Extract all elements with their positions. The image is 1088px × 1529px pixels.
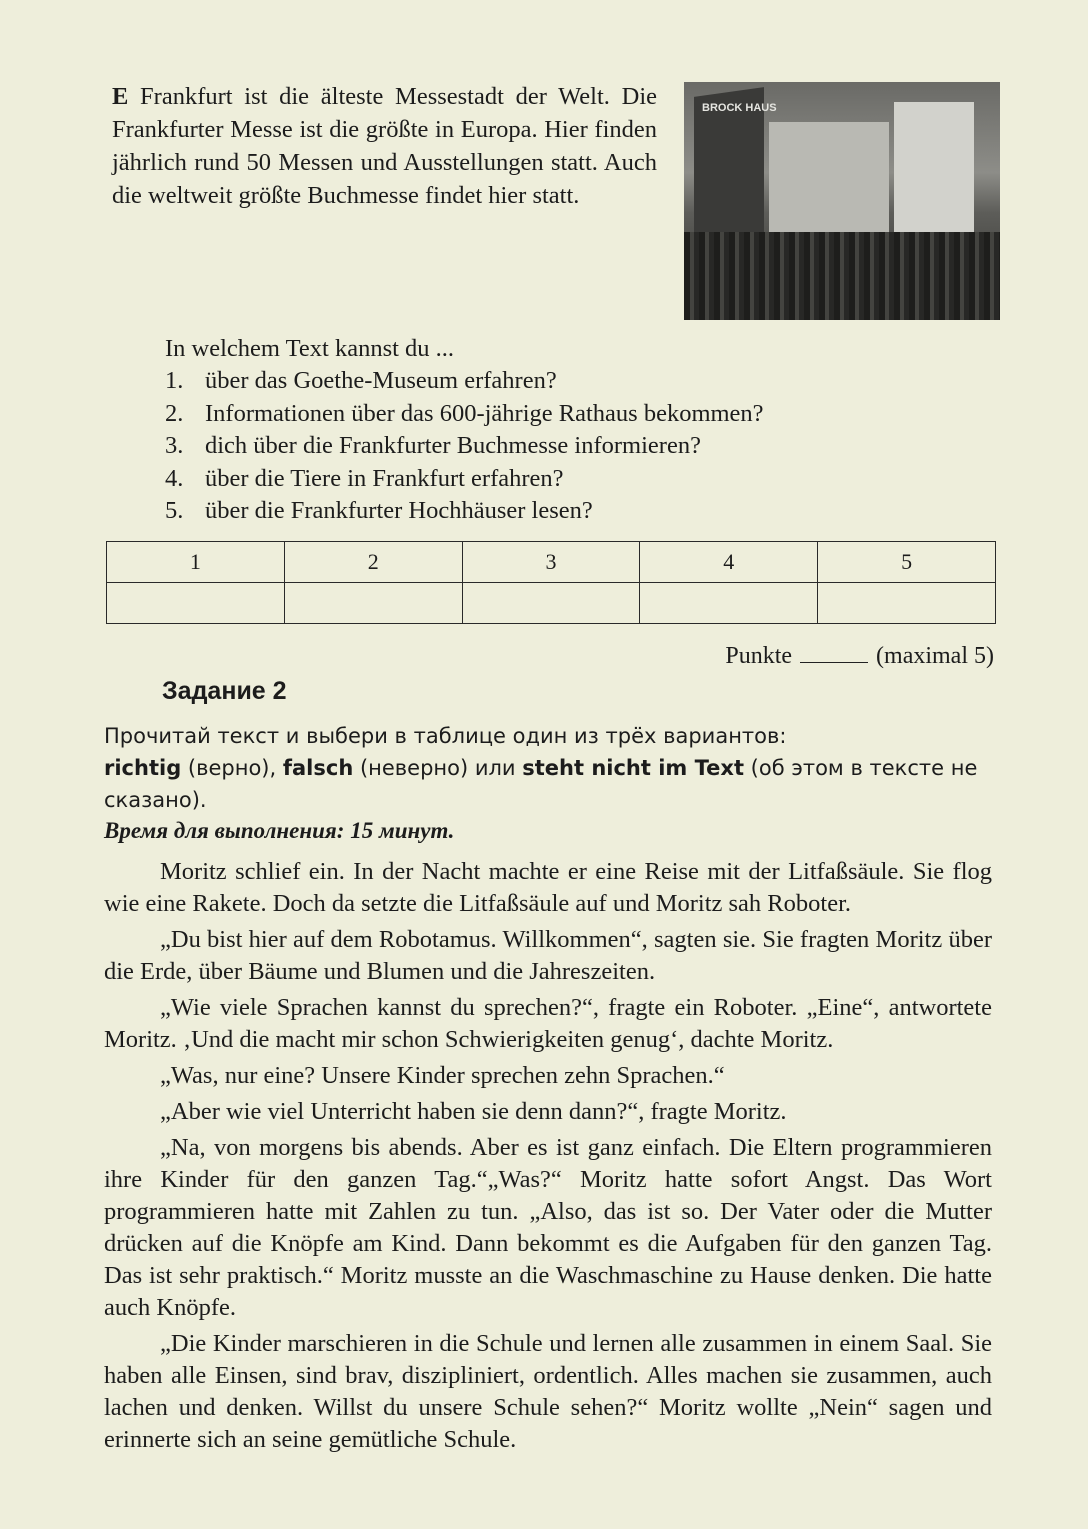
points-max: (maximal 5) bbox=[876, 643, 994, 669]
answer-table-input-row bbox=[107, 583, 996, 624]
photo-sign: BROCK HAUS bbox=[702, 102, 777, 114]
question-item: 1. über das Goethe-Museum erfahren? bbox=[165, 367, 557, 394]
points-line bbox=[725, 641, 994, 671]
task-instruction: Прочитай текст и выбери в таблице один из трёх вариантов: richtig (верно), falsch (неверно) или steht nicht im Text (об этом в тексте не сказано). bbox=[104, 724, 978, 812]
story-paragraph: „Na, von morgens bis abends. Aber es ist ganz einfach. Die Eltern programmieren ihre Kinder für den ganzen Tag.“„Was?“ Moritz hatte sofort Angst. Das Wort programmieren hatte mit Zahlen zu tun. „Also, das ist so. Der Vater oder die Mutter drücken auf die Knöpfe am Kind. Dann bekommt es die Aufgaben für den ganzen Tag. Das ist sehr praktisch.“ Moritz musste an die Waschmaschine zu Hause denken. Die hatte auch Knöpfe. bbox=[104, 1134, 992, 1321]
story-paragraph: „Aber wie viel Unterricht haben sie denn dann?“, fragte Moritz. bbox=[160, 1098, 787, 1125]
question-intro: In welchem Text kannst du ... bbox=[165, 335, 455, 362]
option-richtig: richtig bbox=[104, 756, 182, 780]
question-item: 3. dich über die Frankfurter Buchmesse informieren? bbox=[165, 432, 701, 459]
frankfurt-messe-photo bbox=[684, 82, 1000, 320]
time-limit: Время для выполнения: 15 минут. bbox=[104, 818, 455, 843]
story-paragraph: „Was, nur eine? Unsere Kinder sprechen zehn Sprachen.“ bbox=[160, 1062, 725, 1089]
question-item: 4. über die Tiere in Frankfurt erfahren? bbox=[165, 464, 564, 492]
answer-header-cell: 2 bbox=[284, 542, 462, 583]
task-heading: Задание 2 bbox=[162, 677, 287, 705]
text-e-paragraph bbox=[112, 80, 657, 212]
points-label: Punkte bbox=[725, 643, 793, 669]
answer-table bbox=[106, 541, 996, 624]
answer-cell[interactable] bbox=[818, 583, 996, 624]
answer-cell[interactable] bbox=[284, 583, 462, 624]
option-falsch: falsch bbox=[282, 756, 354, 780]
answer-cell[interactable] bbox=[462, 583, 640, 624]
question-item: 5. über die Frankfurter Hochhäuser lesen? bbox=[165, 497, 593, 524]
answer-header-cell: 1 bbox=[107, 542, 285, 583]
question-item: 2. Informationen über das 600-jährige Rathaus bekommen? bbox=[165, 399, 764, 427]
answer-cell[interactable] bbox=[107, 583, 285, 624]
story-text bbox=[104, 856, 992, 1460]
question-list bbox=[165, 365, 764, 528]
photo-crowd bbox=[684, 232, 1000, 320]
story-paragraph: „Die Kinder marschieren in die Schule und lernen alle zusammen in einem Saal. Sie haben alle Einsen, sind brav, diszipliniert, ordentlich. Alles machen sie zusammen, auch lachen und denken. Willst du unsere Schule sehen?“ Moritz wollte „Nein“ sagen und erinnerte sich an seine gemütliche Schule. bbox=[104, 1330, 992, 1453]
story-paragraph: „Du bist hier auf dem Robotamus. Willkommen“, sagten sie. Sie fragten Moritz über die Erde, über Bäume und Blumen und die Jahreszeiten. bbox=[104, 926, 992, 985]
answer-header-cell: 4 bbox=[640, 542, 818, 583]
photo-building-center bbox=[769, 122, 889, 232]
story-paragraph: „Wie viele Sprachen kannst du sprechen?“, fragte ein Roboter. „Eine“, antwortete Moritz. ‚Und die macht mir schon Schwierigkeiten genug‘, dachte Moritz. bbox=[104, 994, 992, 1053]
answer-table-header-row bbox=[107, 542, 996, 583]
text-e-body: Frankfurt ist die älteste Messestadt der Welt. Die Frankfurter Messe ist die größte in Europa. Hier finden jährlich rund 50 Messen und Ausstellungen statt. Auch die weltweit größte Buchmesse findet hier statt. bbox=[112, 83, 657, 209]
answer-cell[interactable] bbox=[640, 583, 818, 624]
answer-header-cell: 3 bbox=[462, 542, 640, 583]
text-letter: E bbox=[112, 83, 129, 110]
answer-header-cell: 5 bbox=[818, 542, 996, 583]
photo-building-right bbox=[894, 102, 974, 242]
story-paragraph: Moritz schlief ein. In der Nacht machte er eine Reise mit der Litfaßsäule. Sie flog wie eine Rakete. Doch da setzte die Litfaßsäule auf und Moritz sah Roboter. bbox=[104, 858, 992, 917]
points-blank[interactable] bbox=[800, 642, 868, 663]
option-steht-nicht: steht nicht im Text bbox=[522, 756, 744, 780]
